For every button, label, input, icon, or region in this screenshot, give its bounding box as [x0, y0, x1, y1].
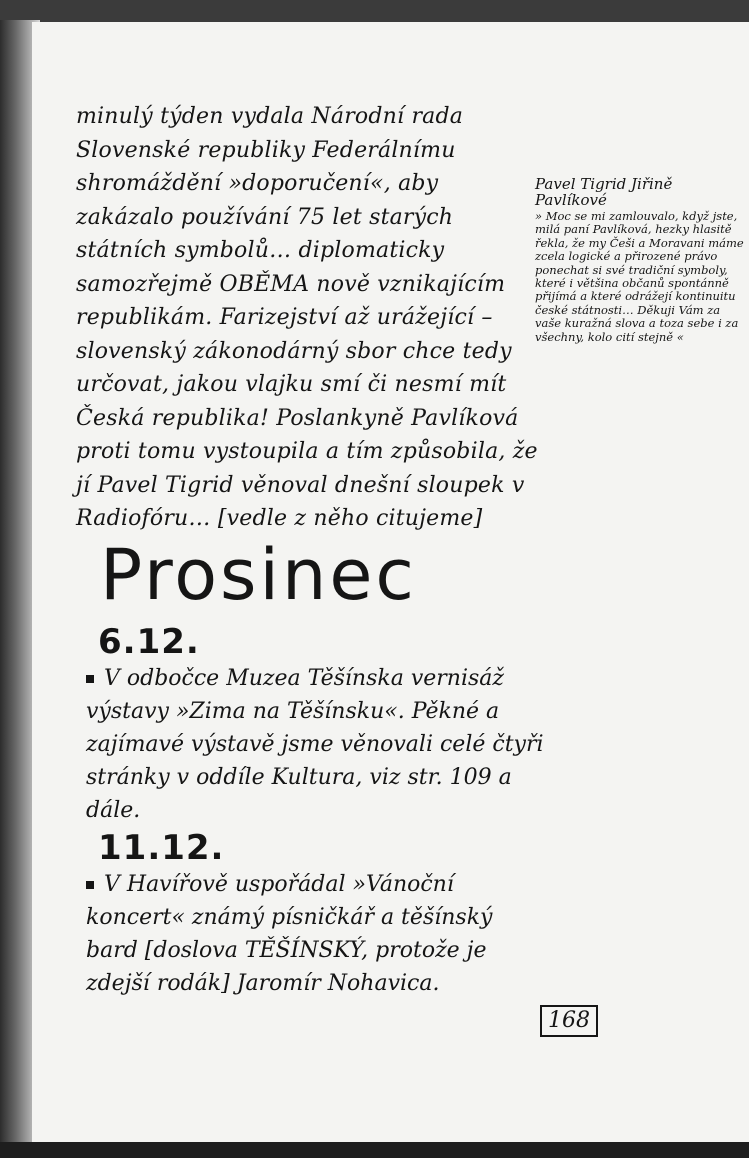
entry-date: 11.12. — [98, 828, 225, 868]
entry-text-content: V odbočce Muzea Těšínska vernisáž výstavy »Zima na Těšínsku«. Pěkné a zajímavé výstavě jsme věnovali celé čtyři stránky v oddíle Kultura, viz str. 109 a dále. — [86, 666, 544, 823]
month-heading: Prosinec — [100, 534, 417, 616]
entry-date: 6.12. — [98, 622, 200, 662]
entry-11-12 — [86, 828, 546, 1000]
entry-text — [86, 868, 546, 1000]
bullet-icon — [86, 881, 94, 889]
scan-top-edge — [0, 0, 749, 24]
entry-text-content: V Havířově uspořádal »Vánoční koncert« známý písničkář a těšínský bard [doslova TĚŠÍNSKÝ, protože je zdejší rodák] Jaromír Nohavica. — [86, 872, 493, 996]
main-paragraph: minulý týden vydala Národní rada Slovenské republiky Federálnímu shromáždění »doporučení«, aby zakázalo používání 75 let starých státních symbolů… diplomaticky samozřejmě OBĚMA nově vznikajícím republikám. Farizejství až urážející – slovenský zákonodárný sbor chce tedy určovat, jakou vlajku smí či nesmí mít Česká republika! Poslankyně Pavlíková proti tomu vystoupila a tím způsobila, že jí Pavel Tigrid věnoval dnešní sloupek v Radiofóru… [vedle z něho citujeme] — [76, 104, 538, 531]
scan-bottom-edge — [0, 1142, 749, 1158]
side-quote-heading: Pavel Tigrid Jiřině Pavlíkové — [535, 175, 673, 209]
entry-text — [86, 662, 546, 827]
side-quote — [535, 176, 745, 344]
side-quote-body: » Moc se mi zamlouvalo, když jste, milá paní Pavlíková, hezky hlasitě řekla, že my Češi a Moravani máme zcela logické a přirozené právo ponechat si své tradiční symboly, které i většina občanů spontánně přijímá a které odrážejí kontinuitu české státnosti… Děkuji Vám za vaše kuražná slova a toza sebe i za všechny, kolo cití stejně « — [535, 209, 744, 344]
entry-6-12 — [86, 622, 546, 827]
page-number: 168 — [540, 1005, 598, 1037]
book-page — [32, 22, 749, 1144]
bullet-icon — [86, 675, 94, 683]
